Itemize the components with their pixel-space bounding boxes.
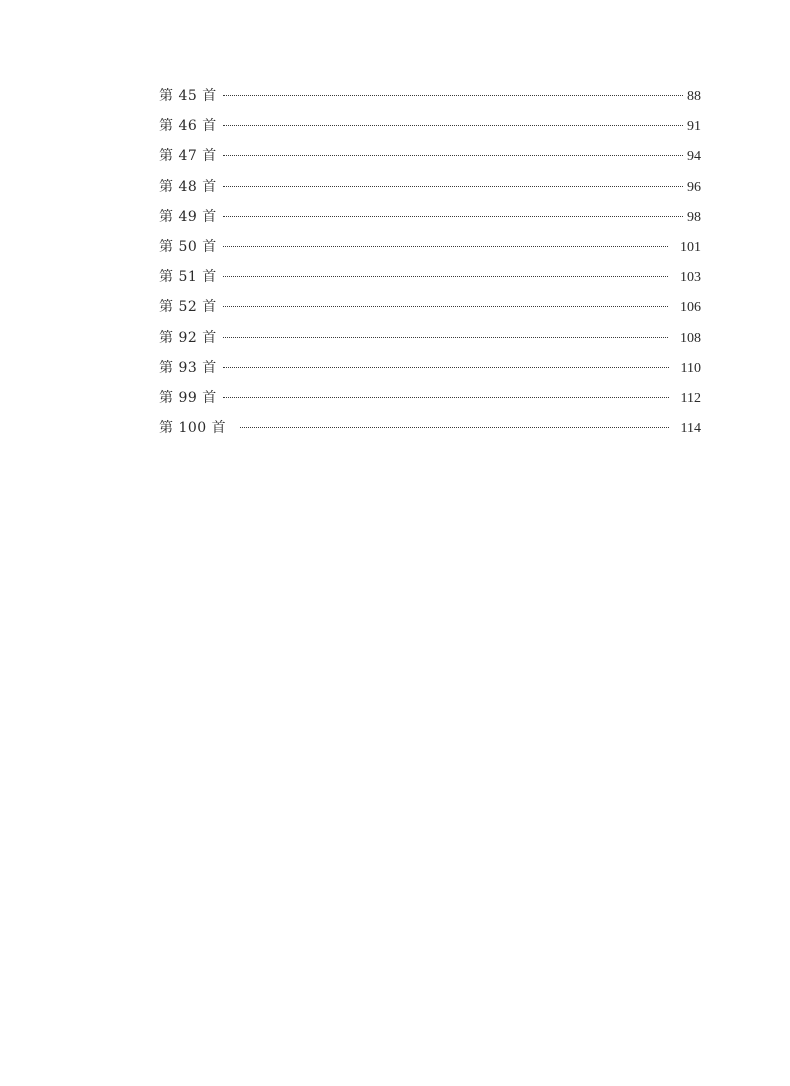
toc-entry-label: 第 48 首 — [159, 178, 217, 195]
toc-entry-page: 108 — [680, 330, 701, 346]
toc-entry-47[interactable] — [159, 146, 701, 176]
toc-entry-label: 第 47 首 — [159, 148, 217, 165]
toc-entry-51[interactable] — [159, 267, 701, 297]
toc-entry-page: 112 — [680, 390, 701, 406]
toc-entry-label: 第 51 首 — [159, 269, 217, 286]
toc-entry-page: 103 — [680, 270, 701, 286]
toc-entry-page: 106 — [680, 300, 701, 316]
toc-entry-52[interactable] — [159, 297, 701, 327]
dot-leader — [223, 216, 683, 217]
dot-leader — [223, 186, 683, 187]
toc-entry-46[interactable] — [159, 116, 701, 146]
toc-entry-page: 94 — [687, 149, 701, 165]
dot-leader — [240, 427, 668, 428]
dot-leader — [223, 397, 669, 398]
toc-entry-page: 110 — [680, 360, 701, 376]
dot-leader — [223, 246, 668, 247]
toc-entry-label: 第 49 首 — [159, 208, 217, 225]
dot-leader — [223, 155, 683, 156]
toc-entry-page: 91 — [687, 119, 701, 135]
toc-entry-label: 第 93 首 — [159, 359, 217, 376]
dot-leader — [223, 367, 669, 368]
dot-leader — [223, 306, 668, 307]
toc-entry-page: 98 — [687, 209, 701, 225]
toc-entry-99[interactable] — [159, 388, 701, 418]
toc-entry-100[interactable] — [159, 418, 701, 448]
toc-entry-label: 第 50 首 — [159, 238, 217, 255]
table-of-contents — [159, 86, 701, 448]
toc-entry-49[interactable] — [159, 207, 701, 237]
toc-entry-page: 101 — [680, 239, 701, 255]
toc-entry-92[interactable] — [159, 328, 701, 358]
dot-leader — [223, 276, 668, 277]
toc-entry-page: 114 — [680, 421, 701, 437]
dot-leader — [223, 337, 668, 338]
toc-entry-label: 第 45 首 — [159, 88, 217, 104]
toc-entry-93[interactable] — [159, 358, 701, 388]
toc-entry-50[interactable] — [159, 237, 701, 267]
toc-entry-label: 第 52 首 — [159, 299, 217, 316]
toc-entry-label: 第 46 首 — [159, 118, 217, 135]
toc-entry-45[interactable] — [159, 86, 701, 116]
toc-entry-page: 96 — [687, 179, 701, 195]
dot-leader — [223, 125, 683, 126]
toc-entry-label: 第 92 首 — [159, 329, 217, 346]
toc-entry-page: 88 — [687, 89, 701, 104]
toc-entry-48[interactable] — [159, 177, 701, 207]
toc-entry-label: 第 100 首 — [159, 420, 227, 437]
dot-leader — [223, 95, 683, 96]
toc-entry-label: 第 99 首 — [159, 389, 217, 406]
